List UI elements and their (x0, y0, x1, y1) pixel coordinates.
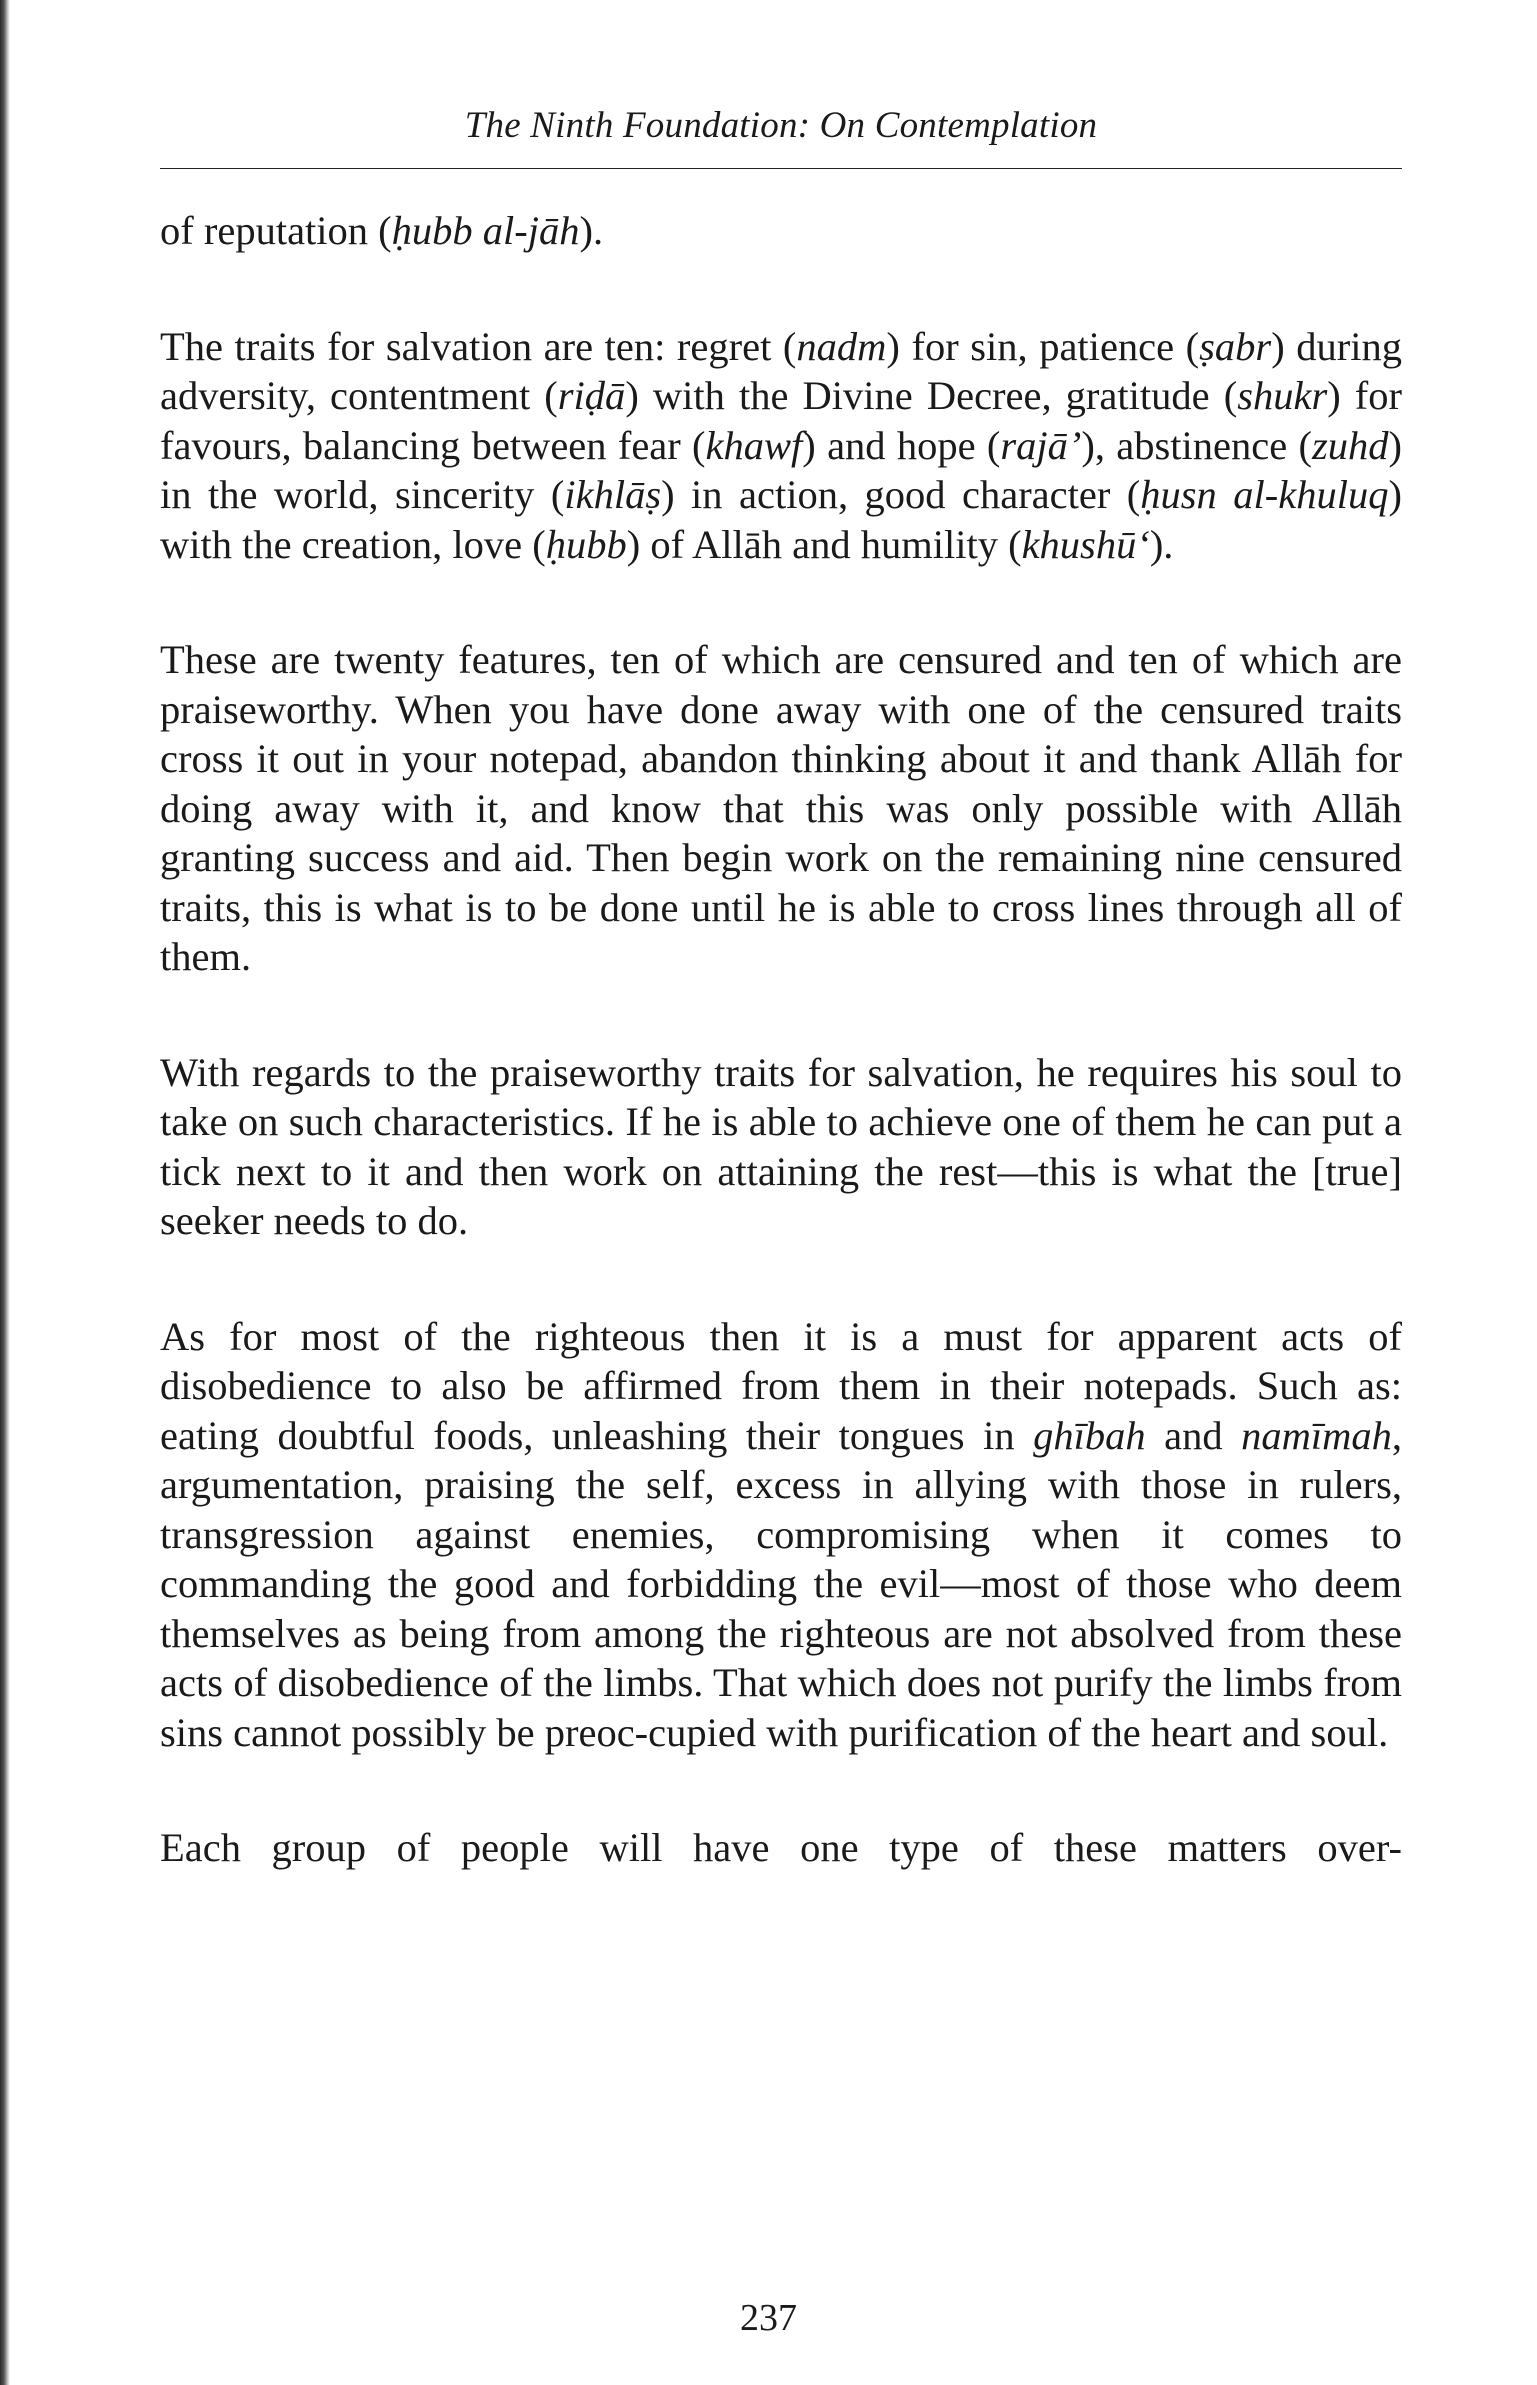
text-run: Each group of people will have one type of these matters over- (160, 1825, 1402, 1870)
text-run: ). (1149, 521, 1174, 567)
paragraph-most-of-the-righteous (160, 1312, 1402, 1758)
text-run: ), abstinence ( (1081, 422, 1312, 468)
text-run: ). (579, 208, 604, 253)
text-run: These are twenty features, ten of which are censured and ten of which are praiseworthy. When you have done away with one of the censured traits cross it out in your notepad, abandon thinking about it and thank Allāh for doing away with it, and know that this was only possible with Allāh granting success and aid. Then begin work on the remaining nine censured traits, this is what is to be done until he is able to cross lines through all of them. (160, 637, 1402, 979)
text-run: The traits for salvation are ten: regret ( (160, 323, 797, 369)
term-italic: ḥubb (545, 521, 627, 567)
paragraph-each-group (160, 1823, 1402, 1873)
term-italic: khushū‘ (1021, 521, 1150, 567)
text-run: ) in the world, sincerity ( (160, 422, 1402, 517)
text-run: With regards to the praiseworthy traits for salvation, he requires his soul to take on such characteristics. If he is able to achieve one of them he can put a tick next to it and then work on attaining the rest—this is what the [true] seeker needs to do. (160, 1049, 1402, 1243)
text-run: of reputation ( (160, 208, 392, 253)
term-italic: ḥubb al-jāh (391, 208, 580, 253)
term-italic: ghībah (1033, 1412, 1146, 1458)
running-head: The Ninth Foundation: On Contemplation (464, 105, 1098, 146)
text-run: and (1145, 1412, 1242, 1458)
text-run: ) and hope ( (802, 422, 1001, 468)
text-run: As for most of the righteous then it is a must for apparent acts of disobedience to also be affirmed from them in their notepads. Such as: eating doubtful foods, unleashing their tongues in (160, 1313, 1402, 1458)
paragraph-reputation (160, 206, 1402, 256)
term-italic: zuhd (1311, 422, 1389, 468)
body-text (160, 206, 1402, 1873)
term-italic: nadm (796, 323, 887, 369)
term-italic: shukr (1237, 373, 1328, 418)
text-run: ) for sin, patience ( (886, 323, 1200, 369)
page-number: 237 (740, 2297, 797, 2339)
paragraph-traits-for-salvation (160, 322, 1402, 570)
header-rule (160, 168, 1402, 169)
text-run: ) during adversity, contentment ( (160, 323, 1402, 418)
text-run: , argumentation, praising the self, excess in allying with those in rulers, transgression against enemies, compromising when it comes to commanding the good and forbidding the evil—most of those who deem themselves as being from among the righteous are not absolved from these acts of disobedience of the limbs. That which does not purify the limbs from sins cannot possibly be preoc-cupied with purification of the heart and soul. (160, 1412, 1402, 1755)
text-run: ) with the creation, love ( (160, 472, 1402, 567)
text-run: ) for favours, balancing between fear ( (160, 373, 1402, 468)
term-italic: ḥusn al-khuluq (1140, 472, 1389, 517)
term-italic: namīmah (1241, 1412, 1392, 1458)
text-run: ) with the Divine Decree, gratitude ( (625, 373, 1238, 418)
paragraph-praiseworthy-traits (160, 1048, 1402, 1246)
term-italic: riḍā (557, 373, 626, 418)
term-italic: ṣabr (1199, 323, 1272, 369)
term-italic: rajā’ (1000, 422, 1082, 468)
text-run: ) in action, good character ( (661, 472, 1141, 517)
term-italic: ikhlāṣ (564, 472, 662, 517)
text-run: ) of Allāh and humility ( (626, 521, 1022, 567)
page-binding-edge (0, 0, 10, 2385)
paragraph-twenty-features (160, 635, 1402, 982)
term-italic: khawf (705, 422, 803, 468)
